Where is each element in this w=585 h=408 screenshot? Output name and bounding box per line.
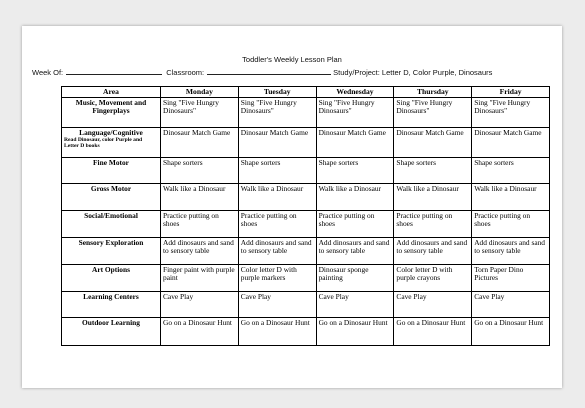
table-cell: Go on a Dinosaur Hunt [316, 318, 394, 346]
area-cell: Gross Motor [62, 184, 161, 211]
document-page [22, 26, 562, 388]
header-tuesday: Tuesday [238, 87, 316, 98]
area-title: Language/Cognitive [79, 128, 143, 137]
table-cell: Shape sorters [161, 158, 239, 184]
table-cell: Dinosaur sponge painting [316, 265, 394, 292]
table-cell: Dinosaur Match Game [472, 128, 550, 158]
table-cell: Practice putting on shoes [238, 211, 316, 238]
area-cell: Fine Motor [62, 158, 161, 184]
table-cell: Dinosaur Match Game [394, 128, 472, 158]
table-row [62, 184, 550, 211]
table-cell: Walk like a Dinosaur [161, 184, 239, 211]
area-cell: Sensory Exploration [62, 238, 161, 265]
table-cell: Go on a Dinosaur Hunt [394, 318, 472, 346]
table-cell: Dinosaur Match Game [316, 128, 394, 158]
table-cell: Practice putting on shoes [472, 211, 550, 238]
area-cell: Outdoor Learning [62, 318, 161, 346]
area-cell: Learning Centers [62, 292, 161, 318]
table-cell: Practice putting on shoes [394, 211, 472, 238]
table-header-row [62, 87, 550, 98]
header-area: Area [62, 87, 161, 98]
table-cell: Practice putting on shoes [161, 211, 239, 238]
table-cell: Add dinosaurs and sand to sensory table [316, 238, 394, 265]
table-cell: Practice putting on shoes [316, 211, 394, 238]
table-cell: Cave Play [394, 292, 472, 318]
header-monday: Monday [161, 87, 239, 98]
table-cell: Add dinosaurs and sand to sensory table [472, 238, 550, 265]
area-cell: Music, Movement and Fingerplays [62, 98, 161, 128]
table-cell: Go on a Dinosaur Hunt [161, 318, 239, 346]
area-cell [62, 128, 161, 158]
table-row [62, 292, 550, 318]
table-cell: Walk like a Dinosaur [316, 184, 394, 211]
table-cell: Shape sorters [238, 158, 316, 184]
table-cell: Color letter D with purple markers [238, 265, 316, 292]
header-thursday: Thursday [394, 87, 472, 98]
classroom-label: Classroom: [166, 68, 205, 77]
table-cell: Sing "Five Hungry Dinosaurs" [394, 98, 472, 128]
table-row [62, 128, 550, 158]
table-cell: Cave Play [161, 292, 239, 318]
table-cell: Shape sorters [394, 158, 472, 184]
table-cell: Sing "Five Hungry Dinosaurs" [161, 98, 239, 128]
table-cell: Go on a Dinosaur Hunt [472, 318, 550, 346]
area-cell: Social/Emotional [62, 211, 161, 238]
table-cell: Walk like a Dinosaur [472, 184, 550, 211]
table-cell: Cave Play [238, 292, 316, 318]
table-row [62, 158, 550, 184]
table-cell: Torn Paper Dino Pictures [472, 265, 550, 292]
table-cell: Add dinosaurs and sand to sensory table [161, 238, 239, 265]
table-cell: Sing "Five Hungry Dinosaurs" [238, 98, 316, 128]
area-cell: Art Options [62, 265, 161, 292]
table-cell: Cave Play [472, 292, 550, 318]
table-cell: Cave Play [316, 292, 394, 318]
table-cell: Finger paint with purple paint [161, 265, 239, 292]
table-cell: Color letter D with purple crayons [394, 265, 472, 292]
area-note: Read Dinosaur, color Purple and Letter D books [64, 137, 143, 149]
week-of-label: Week Of: [32, 68, 64, 77]
table-cell: Add dinosaurs and sand to sensory table [238, 238, 316, 265]
table-cell: Dinosaur Match Game [238, 128, 316, 158]
table-row [62, 318, 550, 346]
table-row [62, 98, 550, 128]
table-cell: Dinosaur Match Game [161, 128, 239, 158]
table-row [62, 238, 550, 265]
lesson-plan-table [61, 86, 550, 346]
table-cell: Walk like a Dinosaur [238, 184, 316, 211]
table-row [62, 265, 550, 292]
header-friday: Friday [472, 87, 550, 98]
table-cell: Go on a Dinosaur Hunt [238, 318, 316, 346]
table-cell: Add dinosaurs and sand to sensory table [394, 238, 472, 265]
study-project-label: Study/Project: Letter D, Color Purple, Dinosaurs [333, 68, 493, 77]
table-cell: Sing "Five Hungry Dinosaurs" [316, 98, 394, 128]
document-title: Toddler's Weekly Lesson Plan [242, 55, 342, 64]
classroom-blank [207, 67, 331, 75]
week-of-blank [66, 67, 162, 75]
table-cell: Walk like a Dinosaur [394, 184, 472, 211]
header-wednesday: Wednesday [316, 87, 394, 98]
table-cell: Shape sorters [472, 158, 550, 184]
table-cell: Shape sorters [316, 158, 394, 184]
table-cell: Sing "Five Hungry Dinosaurs" [472, 98, 550, 128]
header-fields [32, 67, 552, 77]
table-row [62, 211, 550, 238]
